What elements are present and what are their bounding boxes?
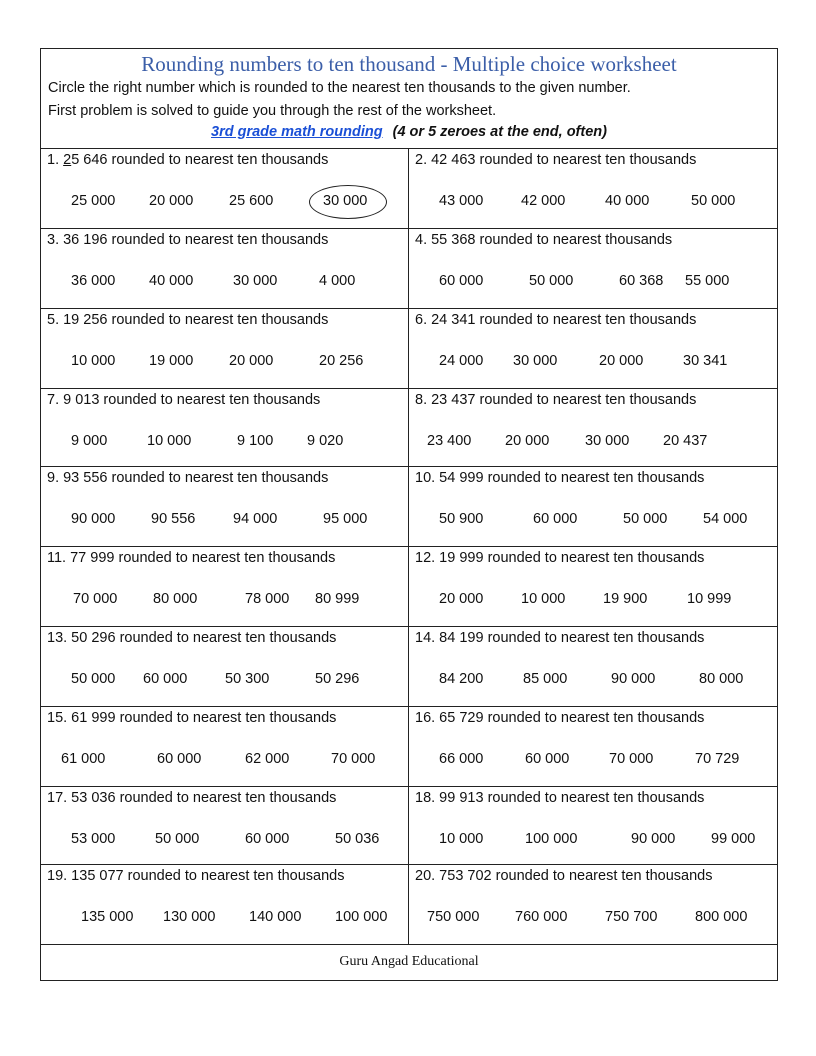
problem-row bbox=[41, 707, 777, 787]
footer-publisher: Guru Angad Educational bbox=[339, 954, 479, 969]
problem-19 bbox=[41, 865, 409, 944]
problem-question: 19. 135 077 rounded to nearest ten thousands bbox=[47, 868, 345, 884]
problem-question: 3. 36 196 rounded to nearest ten thousands bbox=[47, 232, 329, 248]
answer-option[interactable]: 23 400 bbox=[427, 433, 472, 449]
problem-row bbox=[41, 467, 777, 547]
answer-option[interactable]: 55 000 bbox=[685, 273, 730, 289]
problem-3 bbox=[41, 229, 409, 308]
problem-16 bbox=[409, 707, 777, 786]
answer-option[interactable]: 135 000 bbox=[81, 909, 134, 925]
answer-option[interactable]: 10 000 bbox=[71, 353, 116, 369]
answer-option[interactable]: 80 999 bbox=[315, 591, 360, 607]
instruction-line-1: Circle the right number which is rounded to the nearest ten thousands to the given number. bbox=[48, 80, 631, 96]
answer-option[interactable]: 20 000 bbox=[505, 433, 550, 449]
answer-option[interactable]: 90 000 bbox=[71, 511, 116, 527]
answer-option[interactable]: 30 341 bbox=[683, 353, 728, 369]
problem-question: 16. 65 729 rounded to nearest ten thousands bbox=[415, 710, 705, 726]
answer-option[interactable]: 53 000 bbox=[71, 831, 116, 847]
answer-option[interactable]: 30 000 bbox=[513, 353, 558, 369]
answer-option[interactable]: 30 000 bbox=[323, 193, 368, 209]
problem-row bbox=[41, 865, 777, 945]
answer-option[interactable]: 60 000 bbox=[157, 751, 202, 767]
page-title: Rounding numbers to ten thousand - Multiple choice worksheet bbox=[141, 52, 677, 76]
answer-option[interactable]: 20 000 bbox=[439, 591, 484, 607]
worksheet-header bbox=[41, 49, 777, 149]
answer-option[interactable]: 36 000 bbox=[71, 273, 116, 289]
problem-question: 14. 84 199 rounded to nearest ten thousands bbox=[415, 630, 705, 646]
problem-question: 17. 53 036 rounded to nearest ten thousands bbox=[47, 790, 337, 806]
underlined-digit: 2 bbox=[63, 152, 72, 168]
answer-option[interactable]: 20 000 bbox=[599, 353, 644, 369]
answer-option[interactable]: 40 000 bbox=[149, 273, 194, 289]
answer-option[interactable]: 95 000 bbox=[323, 511, 368, 527]
answer-option[interactable]: 70 729 bbox=[695, 751, 740, 767]
answer-option[interactable]: 10 000 bbox=[521, 591, 566, 607]
problem-6 bbox=[409, 309, 777, 388]
answer-option[interactable]: 90 000 bbox=[611, 671, 656, 687]
problem-14 bbox=[409, 627, 777, 706]
answer-option[interactable]: 90 000 bbox=[631, 831, 676, 847]
answer-option[interactable]: 25 600 bbox=[229, 193, 274, 209]
answer-option[interactable]: 50 296 bbox=[315, 671, 360, 687]
answer-option[interactable]: 30 000 bbox=[233, 273, 278, 289]
answer-option[interactable]: 60 000 bbox=[143, 671, 188, 687]
answer-option[interactable]: 30 000 bbox=[585, 433, 630, 449]
problem-1 bbox=[41, 149, 409, 228]
answer-option[interactable]: 50 300 bbox=[225, 671, 270, 687]
answer-option[interactable]: 80 000 bbox=[699, 671, 744, 687]
answer-option[interactable]: 130 000 bbox=[163, 909, 216, 925]
answer-circle bbox=[309, 185, 387, 219]
answer-option[interactable]: 94 000 bbox=[233, 511, 278, 527]
problem-question: 20. 753 702 rounded to nearest ten thousands bbox=[415, 868, 713, 884]
answer-option[interactable]: 800 000 bbox=[695, 909, 748, 925]
problem-question: 1. 25 646 rounded to nearest ten thousands bbox=[47, 152, 329, 168]
answer-option[interactable]: 50 000 bbox=[623, 511, 668, 527]
answer-option[interactable]: 10 000 bbox=[439, 831, 484, 847]
zeroes-note: (4 or 5 zeroes at the end, often) bbox=[392, 124, 607, 140]
problem-question: 9. 93 556 rounded to nearest ten thousands bbox=[47, 470, 329, 486]
answer-option[interactable]: 50 036 bbox=[335, 831, 380, 847]
answer-option[interactable]: 60 000 bbox=[245, 831, 290, 847]
problem-20 bbox=[409, 865, 777, 944]
answer-option[interactable]: 760 000 bbox=[515, 909, 568, 925]
problem-question: 12. 19 999 rounded to nearest ten thousands bbox=[415, 550, 705, 566]
answer-option[interactable]: 140 000 bbox=[249, 909, 302, 925]
problem-question: 8. 23 437 rounded to nearest ten thousands bbox=[415, 392, 697, 408]
answer-option[interactable]: 78 000 bbox=[245, 591, 290, 607]
answer-option[interactable]: 9 000 bbox=[71, 433, 108, 449]
answer-option[interactable]: 90 556 bbox=[151, 511, 196, 527]
problem-question: 10. 54 999 rounded to nearest ten thousands bbox=[415, 470, 705, 486]
answer-option[interactable]: 20 000 bbox=[149, 193, 194, 209]
problem-row bbox=[41, 627, 777, 707]
problem-7 bbox=[41, 389, 409, 466]
problem-13 bbox=[41, 627, 409, 706]
answer-option[interactable]: 50 000 bbox=[155, 831, 200, 847]
answer-option[interactable]: 19 000 bbox=[149, 353, 194, 369]
answer-option[interactable]: 40 000 bbox=[605, 193, 650, 209]
answer-option[interactable]: 24 000 bbox=[439, 353, 484, 369]
answer-option[interactable]: 60 000 bbox=[439, 273, 484, 289]
problem-4 bbox=[409, 229, 777, 308]
problem-5 bbox=[41, 309, 409, 388]
subheading bbox=[41, 124, 777, 140]
answer-option[interactable]: 20 437 bbox=[663, 433, 708, 449]
problem-row bbox=[41, 309, 777, 389]
answer-option[interactable]: 54 000 bbox=[703, 511, 748, 527]
answer-option[interactable]: 80 000 bbox=[153, 591, 198, 607]
problem-question: 11. 77 999 rounded to nearest ten thousands bbox=[47, 550, 336, 566]
answer-option[interactable]: 66 000 bbox=[439, 751, 484, 767]
problem-row bbox=[41, 547, 777, 627]
answer-option[interactable]: 9 100 bbox=[237, 433, 274, 449]
answer-option[interactable]: 85 000 bbox=[523, 671, 568, 687]
answer-option[interactable]: 20 256 bbox=[319, 353, 364, 369]
answer-option[interactable]: 43 000 bbox=[439, 193, 484, 209]
instruction-line-2: First problem is solved to guide you through the rest of the worksheet. bbox=[48, 103, 497, 119]
problem-row bbox=[41, 389, 777, 467]
answer-option[interactable]: 62 000 bbox=[245, 751, 290, 767]
answer-option[interactable]: 10 000 bbox=[147, 433, 192, 449]
problem-question: 18. 99 913 rounded to nearest ten thousands bbox=[415, 790, 705, 806]
answer-option[interactable]: 50 000 bbox=[71, 671, 116, 687]
problem-question: 4. 55 368 rounded to nearest thousands bbox=[415, 232, 673, 248]
problem-17 bbox=[41, 787, 409, 864]
answer-option[interactable]: 100 000 bbox=[335, 909, 388, 925]
answer-option[interactable]: 99 000 bbox=[711, 831, 756, 847]
problem-question: 2. 42 463 rounded to nearest ten thousands bbox=[415, 152, 697, 168]
rounding-link[interactable]: 3rd grade math rounding bbox=[211, 124, 383, 140]
answer-option[interactable]: 50 000 bbox=[691, 193, 736, 209]
problem-8 bbox=[409, 389, 777, 466]
answer-option[interactable]: 60 000 bbox=[525, 751, 570, 767]
problem-11 bbox=[41, 547, 409, 626]
problem-question: 5. 19 256 rounded to nearest ten thousands bbox=[47, 312, 329, 328]
answer-option[interactable]: 750 700 bbox=[605, 909, 658, 925]
answer-option[interactable]: 25 000 bbox=[71, 193, 116, 209]
answer-option[interactable]: 100 000 bbox=[525, 831, 578, 847]
answer-option[interactable]: 750 000 bbox=[427, 909, 480, 925]
answer-option[interactable]: 70 000 bbox=[73, 591, 118, 607]
answer-option[interactable]: 4 000 bbox=[319, 273, 356, 289]
problem-10 bbox=[409, 467, 777, 546]
problem-15 bbox=[41, 707, 409, 786]
answer-option[interactable]: 70 000 bbox=[609, 751, 654, 767]
problem-9 bbox=[41, 467, 409, 546]
answer-option[interactable]: 9 020 bbox=[307, 433, 344, 449]
answer-option[interactable]: 60 000 bbox=[533, 511, 578, 527]
problem-18 bbox=[409, 787, 777, 864]
answer-option[interactable]: 10 999 bbox=[687, 591, 732, 607]
answer-option[interactable]: 61 000 bbox=[61, 751, 106, 767]
problem-12 bbox=[409, 547, 777, 626]
problem-row bbox=[41, 229, 777, 309]
problem-question: 15. 61 999 rounded to nearest ten thousands bbox=[47, 710, 337, 726]
problem-question: 13. 50 296 rounded to nearest ten thousands bbox=[47, 630, 337, 646]
answer-option[interactable]: 20 000 bbox=[229, 353, 274, 369]
answer-option[interactable]: 60 368 bbox=[619, 273, 664, 289]
answer-option[interactable]: 50 900 bbox=[439, 511, 484, 527]
problem-row bbox=[41, 787, 777, 865]
problem-row bbox=[41, 149, 777, 229]
answer-option[interactable]: 84 200 bbox=[439, 671, 484, 687]
answer-option[interactable]: 70 000 bbox=[331, 751, 376, 767]
problem-2 bbox=[409, 149, 777, 228]
answer-option[interactable]: 42 000 bbox=[521, 193, 566, 209]
problem-question: 7. 9 013 rounded to nearest ten thousands bbox=[47, 392, 321, 408]
problem-question: 6. 24 341 rounded to nearest ten thousands bbox=[415, 312, 697, 328]
answer-option[interactable]: 19 900 bbox=[603, 591, 648, 607]
answer-option[interactable]: 50 000 bbox=[529, 273, 574, 289]
worksheet bbox=[40, 48, 778, 981]
